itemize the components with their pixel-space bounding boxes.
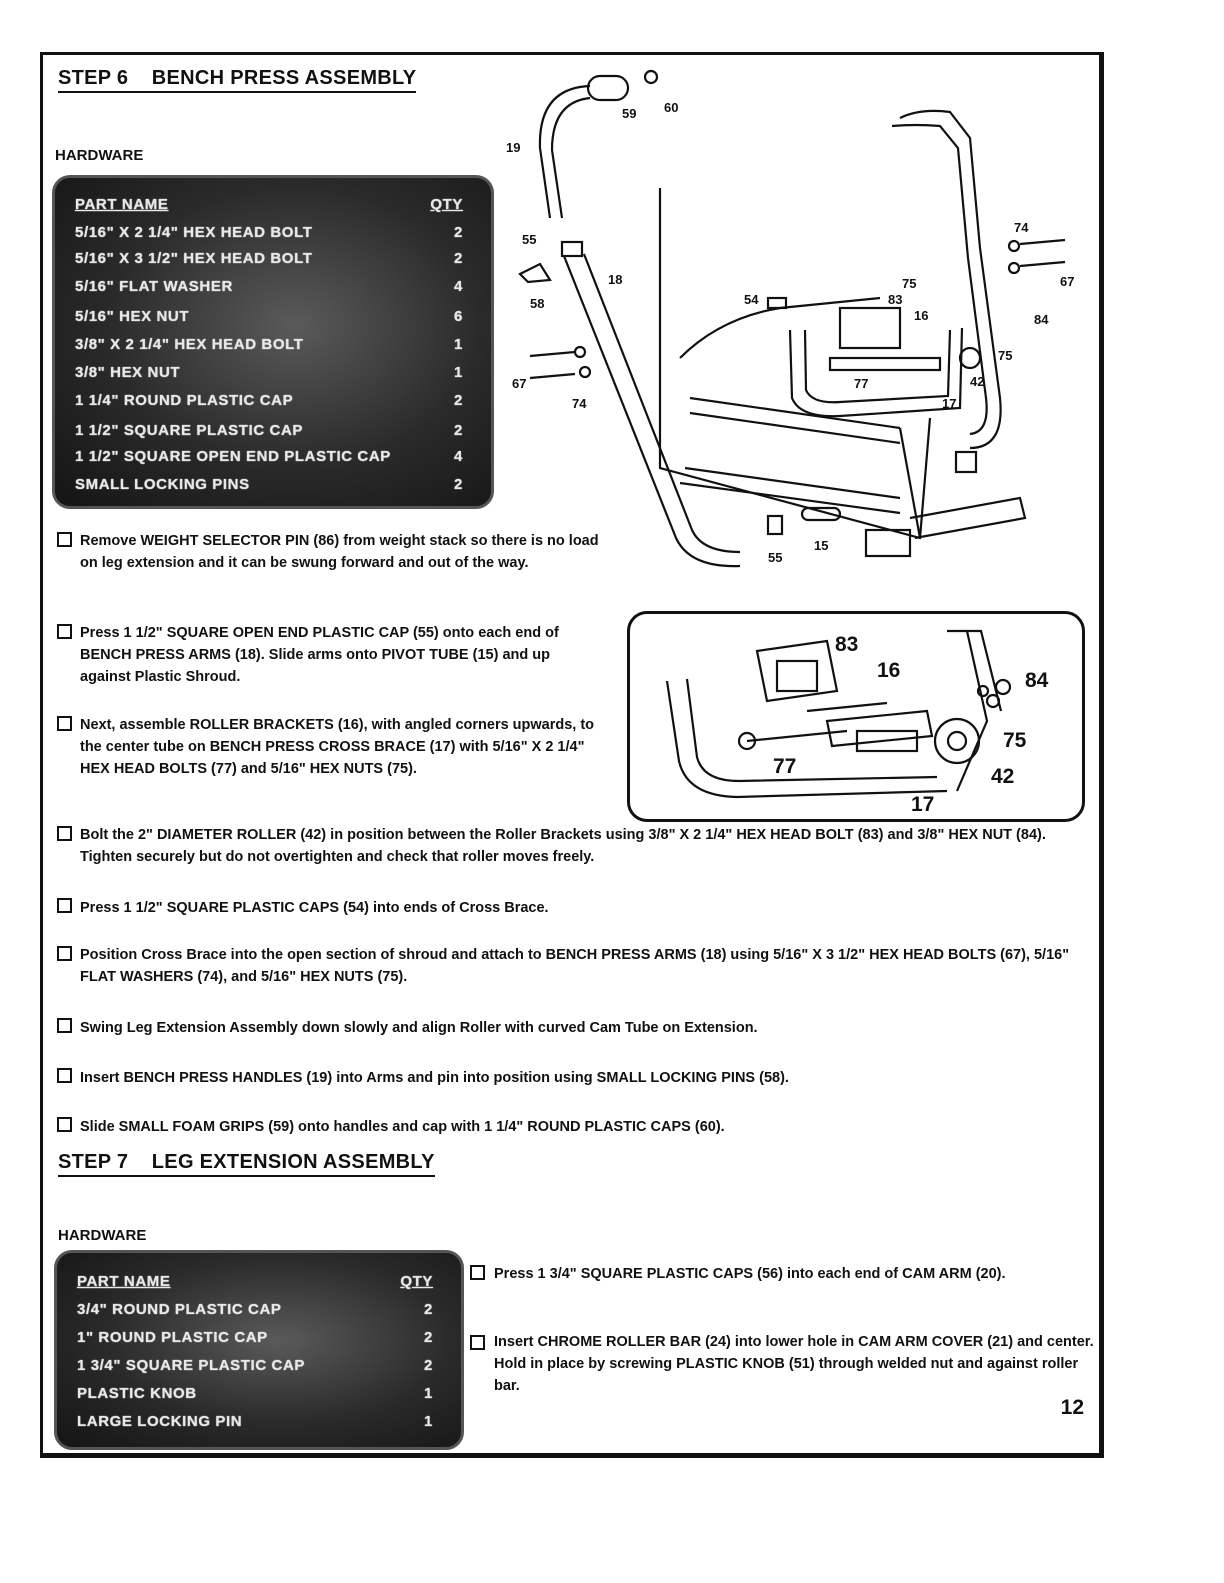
callout-60: 60 [664, 100, 679, 115]
step6-checkbox-6[interactable] [57, 946, 72, 961]
table-header [55, 196, 491, 222]
detail-callout-17: 17 [911, 793, 935, 816]
part-qty: 2 [454, 422, 463, 439]
step7-hardware-label: HARDWARE [58, 1227, 147, 1244]
detail-callout-84: 84 [1025, 669, 1049, 692]
step6-checkbox-1[interactable] [57, 532, 72, 547]
part-name: SMALL LOCKING PINS [75, 476, 250, 493]
table-row [55, 278, 491, 304]
part-qty: 2 [454, 250, 463, 267]
part-name: 5/16" HEX NUT [75, 308, 190, 325]
callout-67: 67 [512, 376, 527, 391]
step6-checkbox-3[interactable] [57, 716, 72, 731]
roller-bracket-detail-diagram [627, 611, 1085, 822]
callout-55: 55 [522, 232, 537, 247]
detail-callout-83: 83 [835, 633, 859, 656]
part-qty: 4 [454, 278, 463, 295]
page-number: 12 [1060, 1396, 1084, 1419]
table-row [55, 392, 491, 418]
table-row [57, 1413, 461, 1439]
callout-19: 19 [506, 140, 521, 155]
step6-instruction-2: Press 1 1/2" SQUARE OPEN END PLASTIC CAP (55) onto each end of BENCH PRESS ARMS (18). Slide arms onto PIVOT TUBE (15) and up against Plastic Shroud. [80, 625, 559, 685]
detail-callout-16: 16 [877, 659, 901, 682]
part-qty: 1 [454, 336, 463, 353]
step6-checkbox-4[interactable] [57, 826, 72, 841]
step6-heading: STEP 6 BENCH PRESS ASSEMBLY [58, 67, 416, 93]
detail-callout-42: 42 [991, 765, 1015, 788]
table-row [55, 448, 491, 474]
part-name: 1 1/2" SQUARE PLASTIC CAP [75, 422, 303, 439]
part-name: 1" ROUND PLASTIC CAP [77, 1329, 268, 1346]
callout-42: 42 [970, 374, 985, 389]
table-row [57, 1301, 461, 1327]
step6-checkbox-5[interactable] [57, 898, 72, 913]
callout-16: 16 [914, 308, 929, 323]
callout-54: 54 [744, 292, 759, 307]
table-row [55, 422, 491, 448]
table-row [55, 224, 491, 250]
callout-67-right: 67 [1060, 274, 1075, 289]
part-qty: 6 [454, 308, 463, 325]
table-row [55, 364, 491, 390]
step6-instruction-3: Next, assemble ROLLER BRACKETS (16), with angled corners upwards, to the center tube on BENCH PRESS CROSS BRACE (17) with 5/16" X 2 1/4" HEX HEAD BOLTS (77) and 5/16" HEX NUTS (75). [80, 717, 595, 777]
part-qty: 4 [454, 448, 463, 465]
part-qty: 2 [454, 476, 463, 493]
step6-checkbox-8[interactable] [57, 1068, 72, 1083]
callout-83: 83 [888, 292, 903, 307]
detail-callout-75: 75 [1003, 729, 1027, 752]
step6-instruction-9: Slide SMALL FOAM GRIPS (59) onto handles and cap with 1 1/4" ROUND PLASTIC CAPS (60). [80, 1119, 725, 1135]
part-name: 1 3/4" SQUARE PLASTIC CAP [77, 1357, 305, 1374]
step7-instruction-1: Press 1 3/4" SQUARE PLASTIC CAPS (56) into each end of CAM ARM (20). [494, 1266, 1006, 1282]
callout-75: 75 [902, 276, 917, 291]
step6-checkbox-9[interactable] [57, 1117, 72, 1132]
callout-15: 15 [814, 538, 829, 553]
header-qty: QTY [400, 1273, 433, 1290]
step6-instruction-8: Insert BENCH PRESS HANDLES (19) into Arms and pin into position using SMALL LOCKING PINS (58). [80, 1070, 789, 1086]
part-name: 3/4" ROUND PLASTIC CAP [77, 1301, 282, 1318]
header-qty: QTY [430, 196, 463, 213]
table-row [55, 308, 491, 334]
part-qty: 2 [424, 1301, 433, 1318]
callout-59: 59 [622, 106, 637, 121]
callout-77: 77 [854, 376, 869, 391]
step6-checkbox-7[interactable] [57, 1018, 72, 1033]
step6-hardware-label: HARDWARE [55, 147, 144, 164]
table-row [55, 250, 491, 276]
part-name: 1 1/4" ROUND PLASTIC CAP [75, 392, 294, 409]
callout-84: 84 [1034, 312, 1049, 327]
part-qty: 1 [424, 1413, 433, 1430]
bench-press-exploded-diagram [500, 68, 1090, 588]
step6-instruction-6: Position Cross Brace into the open section of shroud and attach to BENCH PRESS ARMS (18) using 5/16" X 3 1/2" HEX HEAD BOLTS (67), 5/16" FLAT WASHERS (74), and 5/16" HEX NUTS (75). [80, 947, 1070, 985]
callout-58: 58 [530, 296, 545, 311]
table-row [55, 476, 491, 502]
step7-heading: STEP 7 LEG EXTENSION ASSEMBLY [58, 1151, 435, 1177]
table-row [57, 1357, 461, 1383]
step6-hardware-table [52, 175, 494, 509]
step6-instruction-1: Remove WEIGHT SELECTOR PIN (86) from weight stack so there is no load on leg extension and it can be swung forward and out of the way. [80, 533, 599, 571]
part-name: 3/8" X 2 1/4" HEX HEAD BOLT [75, 336, 304, 353]
step7-hardware-table [54, 1250, 464, 1450]
step7-instruction-2: Insert CHROME ROLLER BAR (24) into lower hole in CAM ARM COVER (21) and center. Hold in place by screwing PLASTIC KNOB (51) through welded nut and against roller bar. [494, 1334, 1094, 1394]
part-name: 5/16" X 3 1/2" HEX HEAD BOLT [75, 250, 313, 267]
part-qty: 1 [454, 364, 463, 381]
callout-75-right: 75 [998, 348, 1013, 363]
detail-callout-77: 77 [773, 755, 797, 778]
part-qty: 2 [424, 1357, 433, 1374]
step7-checkbox-2[interactable] [470, 1335, 485, 1350]
step6-instruction-4: Bolt the 2" DIAMETER ROLLER (42) in position between the Roller Brackets using 3/8" X 2 1/4" HEX HEAD BOLT (83) and 3/8" HEX NUT (84). Tighten securely but do not overtighten and check that roller moves freely. [80, 827, 1046, 865]
table-row [55, 336, 491, 362]
table-row [57, 1329, 461, 1355]
part-name: LARGE LOCKING PIN [77, 1413, 243, 1430]
part-name: 5/16" FLAT WASHER [75, 278, 233, 295]
callout-74-right: 74 [1014, 220, 1029, 235]
table-header [57, 1273, 461, 1299]
callout-17: 17 [942, 396, 957, 411]
part-qty: 2 [454, 392, 463, 409]
callout-18: 18 [608, 272, 623, 287]
step6-instruction-5: Press 1 1/2" SQUARE PLASTIC CAPS (54) into ends of Cross Brace. [80, 900, 549, 916]
callout-74: 74 [572, 396, 587, 411]
step6-instruction-7: Swing Leg Extension Assembly down slowly and align Roller with curved Cam Tube on Extension. [80, 1020, 758, 1036]
part-name: 1 1/2" SQUARE OPEN END PLASTIC CAP [75, 448, 391, 465]
step7-checkbox-1[interactable] [470, 1265, 485, 1280]
table-row [57, 1385, 461, 1411]
part-name: PLASTIC KNOB [77, 1385, 197, 1402]
part-qty: 1 [424, 1385, 433, 1402]
header-part-name: PART NAME [75, 196, 169, 213]
header-part-name: PART NAME [77, 1273, 171, 1290]
part-name: 3/8" HEX NUT [75, 364, 181, 381]
part-name: 5/16" X 2 1/4" HEX HEAD BOLT [75, 224, 313, 241]
part-qty: 2 [424, 1329, 433, 1346]
callout-55-bottom: 55 [768, 550, 783, 565]
part-qty: 2 [454, 224, 463, 241]
step6-checkbox-2[interactable] [57, 624, 72, 639]
